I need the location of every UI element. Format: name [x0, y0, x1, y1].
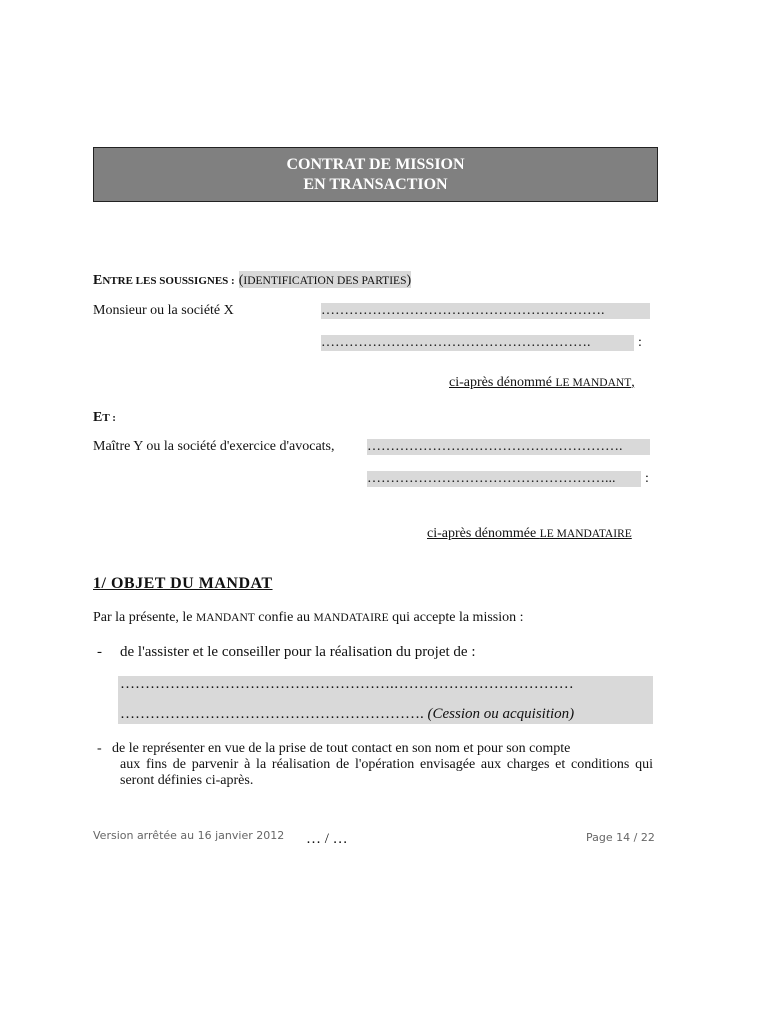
footer-page-number: Page 14 / 22 — [586, 831, 655, 844]
bullet-1-text: de l'assister et le conseiller pour la réalisation du projet de : — [120, 644, 476, 660]
contract-title-box — [93, 147, 658, 202]
footer-continuation: … / … — [306, 831, 348, 847]
le-mandant-caps: LE MANDANT — [555, 377, 632, 389]
cession-ou-acquisition: (Cession ou acquisition) — [427, 706, 575, 722]
mandataire-dots-field-1: ………………………………………………. — [367, 439, 650, 455]
section-heading-objet-du-mandat: 1/ OBJET DU MANDAT — [93, 575, 273, 592]
bullet-1-dash: - — [97, 644, 102, 660]
entre-initial: E — [93, 273, 103, 288]
mandataire-label: Maître Y ou la société d'exercice d'avocats, — [93, 439, 335, 454]
entre-les-soussignes-line — [93, 271, 411, 289]
section1-intro: Par la présente, le MANDANT confie au MANDATAIRE qui accepte la mission : — [93, 610, 524, 625]
entre-rest: NTRE LES SOUSSIGNES : — [102, 275, 235, 287]
title-line-1: CONTRAT DE MISSION — [286, 156, 465, 173]
mandant-dots-field-2: …………………………………………………. — [321, 335, 634, 351]
mandataire-designation: ci-après dénommée LE MANDATAIRE — [427, 526, 632, 541]
bullet-2-dash: - — [97, 741, 102, 756]
le-mandataire-caps: LE MANDATAIRE — [539, 528, 632, 540]
mandant-dots-field-1: ……………………………………………………. — [321, 303, 650, 319]
identification-highlight: (IDENTIFICATION DES PARTIES) — [238, 273, 412, 288]
title-line-2: EN TRANSACTION — [303, 176, 448, 193]
footer-version: Version arrêtée au 16 janvier 2012 — [93, 829, 285, 842]
et-line: ET : — [93, 410, 116, 425]
mandataire-colon: : — [645, 471, 649, 486]
mandant-label: Monsieur ou la société X — [93, 303, 234, 318]
mandant-designation: ci-après dénommé LE MANDANT, — [449, 375, 635, 390]
projet-dots-line-2: ……………………………………………………. (Cession ou acquisition) — [120, 706, 575, 722]
identification-des-parties: IDENTIFICATION DES PARTIES — [243, 275, 407, 287]
mandant-colon: : — [638, 335, 642, 350]
bullet-2-rest: aux fins de parvenir à la réalisation de l'opération envisagée aux charges et conditions qui seront définies ci-après. — [120, 757, 653, 788]
mandataire-dots-field-2: ……………………………………………... — [367, 471, 641, 487]
projet-dots-line-1: ……………………………………………….……………………………… — [120, 676, 574, 692]
bullet-2-first-line: de le représenter en vue de la prise de tout contact en son nom et pour son compte — [112, 741, 571, 756]
